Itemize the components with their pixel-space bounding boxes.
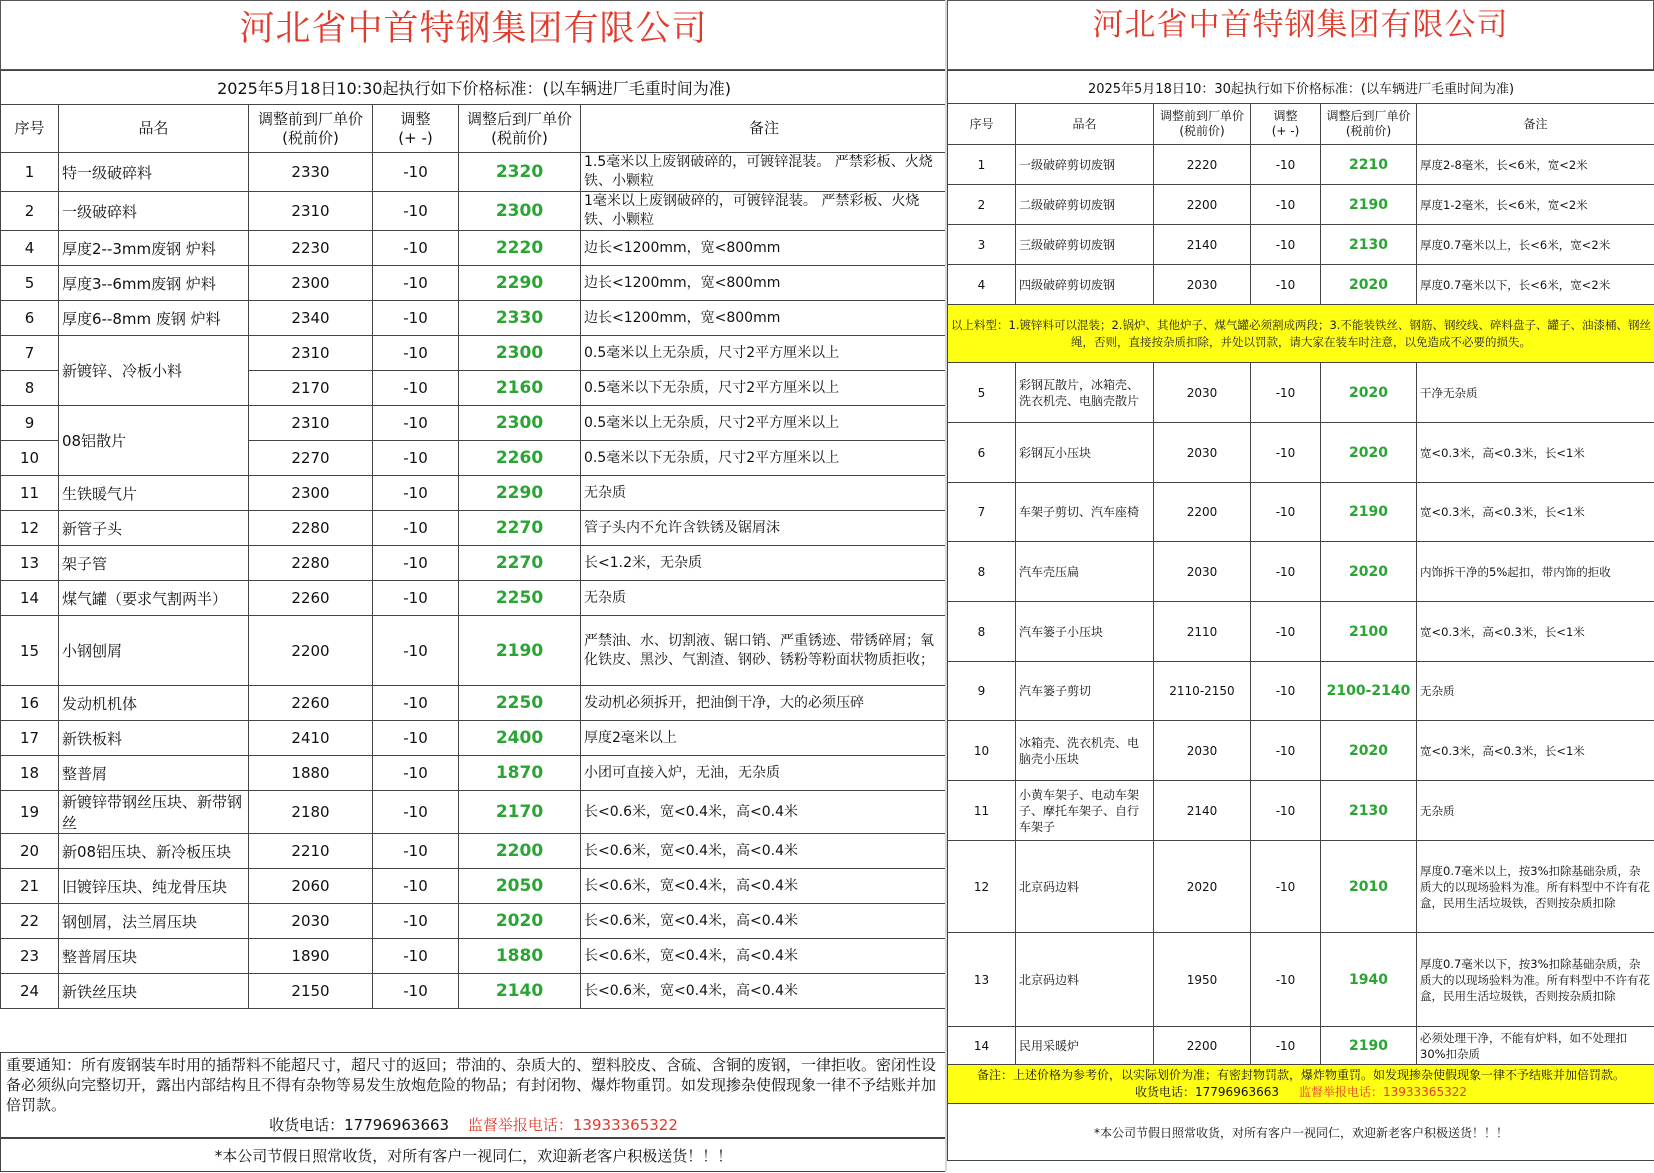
adjustment: -10 bbox=[373, 756, 459, 791]
adjustment: -10 bbox=[1251, 602, 1321, 662]
price-before: 2110 bbox=[1154, 602, 1251, 662]
price-before: 2150 bbox=[249, 974, 373, 1009]
row-number: 8 bbox=[948, 602, 1016, 662]
row-number: 11 bbox=[1, 476, 59, 511]
item-name: 旧镀锌压块、纯龙骨压块 bbox=[59, 869, 249, 904]
column-header: 序号 bbox=[1, 105, 59, 153]
disclaimer-text: 备注：上述价格为参考价，以实际划价为准；有密封物罚款，爆炸物重罚。如发现掺杂使假现象一律不予结账并加倍罚款。 bbox=[951, 1067, 1651, 1084]
remark: 厚度0.7毫米以上，按3%扣除基础杂质，杂质大的以现场验料为准。所有料型中不许有花盒，民用生活垃圾铁，否则按杂质扣除 bbox=[1417, 841, 1654, 933]
adjustment: -10 bbox=[1251, 265, 1321, 305]
table-row bbox=[1, 406, 948, 441]
company-title: 河北省中首特钢集团有限公司 bbox=[947, 0, 1654, 70]
table-row bbox=[1, 153, 948, 192]
price-before: 2180 bbox=[249, 791, 373, 834]
item-name: 二级破碎剪切废钢 bbox=[1016, 185, 1154, 225]
footer-line: *本公司节假日照常收货，对所有客户一视同仁，欢迎新老客户积极送货！！！ bbox=[948, 1104, 1654, 1161]
price-after: 2320 bbox=[459, 153, 581, 192]
item-name: 架子管 bbox=[59, 546, 249, 581]
item-name: 厚度6--8mm 废钢 炉料 bbox=[59, 301, 249, 336]
row-number: 3 bbox=[948, 225, 1016, 265]
price-before: 2200 bbox=[1154, 1027, 1251, 1065]
item-name: 新管子头 bbox=[59, 511, 249, 546]
price-before: 2030 bbox=[1154, 542, 1251, 602]
report-phone: 监督举报电话：13933365322 bbox=[1299, 1085, 1467, 1099]
price-after: 2020 bbox=[1321, 721, 1417, 781]
table-row bbox=[948, 841, 1654, 933]
remark: 无杂质 bbox=[1417, 781, 1654, 841]
table-row bbox=[1, 511, 948, 546]
row-number: 11 bbox=[948, 781, 1016, 841]
table-row bbox=[1, 192, 948, 231]
price-after: 2050 bbox=[459, 869, 581, 904]
remark: 长<0.6米，宽<0.4米，高<0.4米 bbox=[581, 939, 948, 974]
table-row bbox=[948, 602, 1654, 662]
price-before: 2200 bbox=[1154, 483, 1251, 542]
adjustment: -10 bbox=[1251, 542, 1321, 602]
remark: 厚度0.7毫米以下，长<6米，宽<2米 bbox=[1417, 265, 1654, 305]
row-number: 16 bbox=[1, 686, 59, 721]
row-number: 2 bbox=[1, 192, 59, 231]
table-row bbox=[948, 781, 1654, 841]
table-row bbox=[948, 483, 1654, 542]
price-before: 2140 bbox=[1154, 781, 1251, 841]
adjustment: -10 bbox=[373, 371, 459, 406]
adjustment: -10 bbox=[373, 192, 459, 231]
price-after: 2100 bbox=[1321, 602, 1417, 662]
item-name: 新铁板料 bbox=[59, 721, 249, 756]
price-after: 2020 bbox=[1321, 542, 1417, 602]
price-after: 2130 bbox=[1321, 225, 1417, 265]
price-before: 2030 bbox=[1154, 423, 1251, 483]
table-row bbox=[1, 266, 948, 301]
adjustment: -10 bbox=[373, 834, 459, 869]
adjustment: -10 bbox=[373, 686, 459, 721]
price-after: 2330 bbox=[459, 301, 581, 336]
price-after: 2270 bbox=[459, 511, 581, 546]
price-after: 2400 bbox=[459, 721, 581, 756]
price-before: 2340 bbox=[249, 301, 373, 336]
row-number: 10 bbox=[1, 441, 59, 476]
item-name: 新镀锌、冷板小料 bbox=[59, 336, 249, 406]
remark: 长<0.6米，宽<0.4米，高<0.4米 bbox=[581, 974, 948, 1009]
row-number: 12 bbox=[948, 841, 1016, 933]
item-name: 新镀锌带钢丝压块、新带钢丝 bbox=[59, 791, 249, 834]
price-after: 2300 bbox=[459, 336, 581, 371]
table-row bbox=[1, 721, 948, 756]
item-name: 汽车篓子剪切 bbox=[1016, 662, 1154, 721]
column-header: 备注 bbox=[1417, 104, 1654, 145]
item-name: 生铁暖气片 bbox=[59, 476, 249, 511]
row-number: 20 bbox=[1, 834, 59, 869]
adjustment: -10 bbox=[1251, 185, 1321, 225]
adjustment: -10 bbox=[373, 231, 459, 266]
table-row bbox=[1, 301, 948, 336]
price-after: 2190 bbox=[1321, 1027, 1417, 1065]
row-number: 23 bbox=[1, 939, 59, 974]
adjustment: -10 bbox=[373, 336, 459, 371]
price-before: 2310 bbox=[249, 192, 373, 231]
price-before: 2200 bbox=[249, 616, 373, 686]
receiving-phone: 收货电话：17796963663 bbox=[1135, 1085, 1279, 1099]
table-row bbox=[948, 933, 1654, 1027]
remark: 宽<0.3米，高<0.3米，长<1米 bbox=[1417, 721, 1654, 781]
row-number: 1 bbox=[948, 145, 1016, 185]
adjustment: -10 bbox=[373, 721, 459, 756]
item-name: 民用采暖炉 bbox=[1016, 1027, 1154, 1065]
remark: 宽<0.3米，高<0.3米，长<1米 bbox=[1417, 483, 1654, 542]
price-after: 2250 bbox=[459, 686, 581, 721]
adjustment: -10 bbox=[1251, 721, 1321, 781]
important-notice-text: 重要通知：所有废钢装车时用的插帮料不能超尺寸，超尺寸的返回；带油的、杂质大的、塑料胶皮、含硫、含铜的废钢，一律拒收。密闭性设备必须纵向完整切开，露出内部结构且不得有杂物等易发生放炮危险的物品；有封闭物、爆炸物重罚。如发现掺杂使假现象一律不予结账并加倍罚款。 bbox=[6, 1055, 941, 1115]
material-rules-row bbox=[948, 305, 1654, 363]
receiving-phone: 收货电话：17796963663 bbox=[269, 1116, 449, 1134]
price-before: 2230 bbox=[249, 231, 373, 266]
price-after: 1880 bbox=[459, 939, 581, 974]
price-before: 2060 bbox=[249, 869, 373, 904]
item-name: 四级破碎剪切废钢 bbox=[1016, 265, 1154, 305]
price-before: 2410 bbox=[249, 721, 373, 756]
table-row bbox=[1, 546, 948, 581]
row-number: 7 bbox=[948, 483, 1016, 542]
price-after: 2190 bbox=[459, 616, 581, 686]
price-before: 1880 bbox=[249, 756, 373, 791]
item-name: 煤气罐（要求气割两半） bbox=[59, 581, 249, 616]
right-price-sheet bbox=[947, 0, 1654, 1172]
remark: 厚度0.7毫米以上，长<6米，宽<2米 bbox=[1417, 225, 1654, 265]
adjustment: -10 bbox=[1251, 1027, 1321, 1065]
table-row bbox=[948, 225, 1654, 265]
adjustment: -10 bbox=[373, 546, 459, 581]
remark: 厚度1-2毫米，长<6米，宽<2米 bbox=[1417, 185, 1654, 225]
remark: 长<0.6米，宽<0.4米，高<0.4米 bbox=[581, 904, 948, 939]
table-row bbox=[1, 869, 948, 904]
remark: 边长<1200mm，宽<800mm bbox=[581, 266, 948, 301]
price-before: 2140 bbox=[1154, 225, 1251, 265]
remark: 0.5毫米以下无杂质，尺寸2平方厘米以上 bbox=[581, 441, 948, 476]
phone-line bbox=[6, 1115, 941, 1135]
effective-notice: 2025年5月18日10：30起执行如下价格标准：(以车辆进厂毛重时间为准) bbox=[948, 71, 1654, 104]
row-number: 7 bbox=[1, 336, 59, 371]
remark: 厚度0.7毫米以下，按3%扣除基础杂质，杂质大的以现场验料为准。所有料型中不许有花盒，民用生活垃圾铁，否则按杂质扣除 bbox=[1417, 933, 1654, 1027]
price-before: 1890 bbox=[249, 939, 373, 974]
price-after: 2220 bbox=[459, 231, 581, 266]
adjustment: -10 bbox=[373, 904, 459, 939]
row-number: 12 bbox=[1, 511, 59, 546]
footer-row bbox=[948, 1104, 1654, 1161]
right-price-table bbox=[947, 70, 1654, 1161]
table-row bbox=[948, 145, 1654, 185]
table-row bbox=[1, 686, 948, 721]
price-before: 1950 bbox=[1154, 933, 1251, 1027]
row-number: 15 bbox=[1, 616, 59, 686]
row-number: 13 bbox=[948, 933, 1016, 1027]
row-number: 10 bbox=[948, 721, 1016, 781]
table-row bbox=[1, 904, 948, 939]
remark: 长<0.6米，宽<0.4米，高<0.4米 bbox=[581, 834, 948, 869]
remark: 0.5毫米以下无杂质，尺寸2平方厘米以上 bbox=[581, 371, 948, 406]
remark: 小团可直接入炉，无油，无杂质 bbox=[581, 756, 948, 791]
price-after: 2300 bbox=[459, 406, 581, 441]
adjustment: -10 bbox=[1251, 225, 1321, 265]
remark: 管子头内不允许含铁锈及锯屑沫 bbox=[581, 511, 948, 546]
table-row bbox=[948, 265, 1654, 305]
row-number: 18 bbox=[1, 756, 59, 791]
price-before: 2310 bbox=[249, 336, 373, 371]
adjustment: -10 bbox=[1251, 841, 1321, 933]
adjustment: -10 bbox=[1251, 483, 1321, 542]
remark: 发动机必须拆开，把油倒干净，大的必须压碎 bbox=[581, 686, 948, 721]
price-before: 2300 bbox=[249, 266, 373, 301]
adjustment: -10 bbox=[373, 791, 459, 834]
adjustment: -10 bbox=[1251, 933, 1321, 1027]
disclaimer-row bbox=[948, 1065, 1654, 1104]
footer-line: *本公司节假日照常收货，对所有客户一视同仁，欢迎新老客户积极送货！！！ bbox=[0, 1138, 947, 1172]
row-number: 1 bbox=[1, 153, 59, 192]
row-number: 24 bbox=[1, 974, 59, 1009]
price-before: 2280 bbox=[249, 511, 373, 546]
table-row bbox=[948, 1027, 1654, 1065]
row-number: 13 bbox=[1, 546, 59, 581]
item-name: 小钢刨屑 bbox=[59, 616, 249, 686]
price-after: 1940 bbox=[1321, 933, 1417, 1027]
remark: 长<0.6米，宽<0.4米，高<0.4米 bbox=[581, 869, 948, 904]
item-name: 厚度2--3mm废钢 炉料 bbox=[59, 231, 249, 266]
adjustment: -10 bbox=[373, 476, 459, 511]
adjustment: -10 bbox=[373, 153, 459, 192]
phone-line bbox=[951, 1084, 1651, 1101]
price-after: 2130 bbox=[1321, 781, 1417, 841]
adjustment: -10 bbox=[1251, 145, 1321, 185]
row-number: 21 bbox=[1, 869, 59, 904]
table-row bbox=[948, 423, 1654, 483]
remark: 边长<1200mm，宽<800mm bbox=[581, 301, 948, 336]
price-before: 2300 bbox=[249, 476, 373, 511]
remark: 内饰拆干净的5%起扣，带内饰的拒收 bbox=[1417, 542, 1654, 602]
item-name: 新铁丝压块 bbox=[59, 974, 249, 1009]
price-after: 2170 bbox=[459, 791, 581, 834]
price-after: 2200 bbox=[459, 834, 581, 869]
row-number: 4 bbox=[1, 231, 59, 266]
item-name: 一级破碎剪切废钢 bbox=[1016, 145, 1154, 185]
remark: 干净无杂质 bbox=[1417, 363, 1654, 423]
item-name: 车架子剪切、汽车座椅 bbox=[1016, 483, 1154, 542]
item-name: 彩钢瓦小压块 bbox=[1016, 423, 1154, 483]
remark: 必须处理干净，不能有炉料，如不处理扣30%扣杂质 bbox=[1417, 1027, 1654, 1065]
row-number: 8 bbox=[948, 542, 1016, 602]
price-after: 2270 bbox=[459, 546, 581, 581]
price-after: 2260 bbox=[459, 441, 581, 476]
price-after: 2020 bbox=[1321, 265, 1417, 305]
row-number: 14 bbox=[1, 581, 59, 616]
item-name: 北京码边料 bbox=[1016, 841, 1154, 933]
price-after: 2100-2140 bbox=[1321, 662, 1417, 721]
adjustment: -10 bbox=[373, 869, 459, 904]
remark: 无杂质 bbox=[581, 476, 948, 511]
adjustment: -10 bbox=[373, 441, 459, 476]
price-before: 2170 bbox=[249, 371, 373, 406]
remark: 0.5毫米以上无杂质，尺寸2平方厘米以上 bbox=[581, 336, 948, 371]
table-row bbox=[1, 581, 948, 616]
item-name: 整普屑压块 bbox=[59, 939, 249, 974]
remark: 宽<0.3米，高<0.3米，长<1米 bbox=[1417, 602, 1654, 662]
price-before: 2030 bbox=[1154, 363, 1251, 423]
table-row bbox=[1, 231, 948, 266]
price-after: 2020 bbox=[459, 904, 581, 939]
item-name: 钢刨屑，法兰屑压块 bbox=[59, 904, 249, 939]
item-name: 彩钢瓦散片，冰箱壳、洗衣机壳、电脑壳散片 bbox=[1016, 363, 1154, 423]
price-after: 1870 bbox=[459, 756, 581, 791]
row-number: 8 bbox=[1, 371, 59, 406]
row-number: 9 bbox=[948, 662, 1016, 721]
price-before: 2280 bbox=[249, 546, 373, 581]
remark: 无杂质 bbox=[581, 581, 948, 616]
column-header: 调整 (+ -) bbox=[1251, 104, 1321, 145]
column-header: 调整前到厂单价 (税前价) bbox=[249, 105, 373, 153]
disclaimer-cell bbox=[948, 1065, 1654, 1104]
column-header: 调整前到厂单价 (税前价) bbox=[1154, 104, 1251, 145]
price-after: 2020 bbox=[1321, 363, 1417, 423]
important-notice-block bbox=[0, 1052, 947, 1138]
column-header: 调整后到厂单价 (税前价) bbox=[1321, 104, 1417, 145]
item-name: 一级破碎料 bbox=[59, 192, 249, 231]
row-number: 2 bbox=[948, 185, 1016, 225]
price-before: 2260 bbox=[249, 581, 373, 616]
column-header: 品名 bbox=[59, 105, 249, 153]
price-before: 2310 bbox=[249, 406, 373, 441]
column-header: 调整 (+ -) bbox=[373, 105, 459, 153]
table-row bbox=[948, 721, 1654, 781]
material-rules-note: 以上料型：1.镀锌料可以混装；2.锅炉、其他炉子、煤气罐必须割成两段；3.不能装铁丝、钢筋、钢绞线、碎料盘子、罐子、油漆桶、钢丝绳，否则，直接按杂质扣除，并处以罚款，请大家在装车时注意，以免造成不必要的损失。 bbox=[948, 305, 1654, 363]
price-before: 2330 bbox=[249, 153, 373, 192]
adjustment: -10 bbox=[373, 511, 459, 546]
table-row bbox=[1, 336, 948, 371]
price-after: 2140 bbox=[459, 974, 581, 1009]
price-after: 2190 bbox=[1321, 185, 1417, 225]
remark: 宽<0.3米，高<0.3米，长<1米 bbox=[1417, 423, 1654, 483]
price-before: 2210 bbox=[249, 834, 373, 869]
adjustment: -10 bbox=[1251, 363, 1321, 423]
item-name: 厚度3--6mm废钢 炉料 bbox=[59, 266, 249, 301]
price-before: 2270 bbox=[249, 441, 373, 476]
price-after: 2190 bbox=[1321, 483, 1417, 542]
column-header: 调整后到厂单价 (税前价) bbox=[459, 105, 581, 153]
row-number: 19 bbox=[1, 791, 59, 834]
remark: 厚度2毫米以上 bbox=[581, 721, 948, 756]
adjustment: -10 bbox=[1251, 781, 1321, 841]
remark: 1毫米以上废钢破碎的，可镀锌混装。 严禁彩板、火烧铁、小颗粒 bbox=[581, 192, 948, 231]
table-row bbox=[1, 476, 948, 511]
row-number: 5 bbox=[1, 266, 59, 301]
adjustment: -10 bbox=[373, 616, 459, 686]
table-row bbox=[1, 939, 948, 974]
remark: 边长<1200mm，宽<800mm bbox=[581, 231, 948, 266]
price-before: 2200 bbox=[1154, 185, 1251, 225]
table-row bbox=[948, 542, 1654, 602]
price-after: 2210 bbox=[1321, 145, 1417, 185]
remark: 无杂质 bbox=[1417, 662, 1654, 721]
table-row bbox=[948, 662, 1654, 721]
table-row bbox=[1, 974, 948, 1009]
table-row bbox=[948, 185, 1654, 225]
price-before: 2030 bbox=[1154, 721, 1251, 781]
column-header: 品名 bbox=[1016, 104, 1154, 145]
adjustment: -10 bbox=[1251, 662, 1321, 721]
row-number: 4 bbox=[948, 265, 1016, 305]
price-before: 2260 bbox=[249, 686, 373, 721]
item-name: 北京码边料 bbox=[1016, 933, 1154, 1027]
adjustment: -10 bbox=[1251, 423, 1321, 483]
adjustment: -10 bbox=[373, 301, 459, 336]
price-after: 2290 bbox=[459, 266, 581, 301]
price-after: 2250 bbox=[459, 581, 581, 616]
price-before: 2110-2150 bbox=[1154, 662, 1251, 721]
column-header: 序号 bbox=[948, 104, 1016, 145]
item-name: 整普屑 bbox=[59, 756, 249, 791]
item-name: 三级破碎剪切废钢 bbox=[1016, 225, 1154, 265]
row-number: 5 bbox=[948, 363, 1016, 423]
table-row bbox=[1, 756, 948, 791]
remark: 0.5毫米以上无杂质，尺寸2平方厘米以上 bbox=[581, 406, 948, 441]
adjustment: -10 bbox=[373, 406, 459, 441]
item-name: 冰箱壳、洗衣机壳、电脑壳小压块 bbox=[1016, 721, 1154, 781]
item-name: 汽车壳压扁 bbox=[1016, 542, 1154, 602]
price-before: 2020 bbox=[1154, 841, 1251, 933]
remark: 严禁油、水、切割液、锯口销、严重锈迹、带锈碎屑；氧化铁皮、黑沙、气割渣、钢砂、锈粉等粉面状物质拒收； bbox=[581, 616, 948, 686]
adjustment: -10 bbox=[373, 581, 459, 616]
remark: 长<0.6米，宽<0.4米，高<0.4米 bbox=[581, 791, 948, 834]
item-name: 特一级破碎料 bbox=[59, 153, 249, 192]
price-after: 2010 bbox=[1321, 841, 1417, 933]
effective-notice: 2025年5月18日10:30起执行如下价格标准：(以车辆进厂毛重时间为准) bbox=[1, 71, 948, 105]
row-number: 22 bbox=[1, 904, 59, 939]
item-name: 小黄车架子、电动车架子、摩托车架子、自行车架子 bbox=[1016, 781, 1154, 841]
row-number: 6 bbox=[948, 423, 1016, 483]
item-name: 发动机机体 bbox=[59, 686, 249, 721]
remark: 长<1.2米，无杂质 bbox=[581, 546, 948, 581]
table-row bbox=[1, 791, 948, 834]
column-header: 备注 bbox=[581, 105, 948, 153]
adjustment: -10 bbox=[373, 266, 459, 301]
table-row bbox=[1, 616, 948, 686]
row-number: 14 bbox=[948, 1027, 1016, 1065]
remark: 1.5毫米以上废钢破碎的，可镀锌混装。 严禁彩板、火烧铁、小颗粒 bbox=[581, 153, 948, 192]
adjustment: -10 bbox=[373, 939, 459, 974]
price-after: 2290 bbox=[459, 476, 581, 511]
row-number: 6 bbox=[1, 301, 59, 336]
company-title: 河北省中首特钢集团有限公司 bbox=[0, 0, 947, 70]
item-name: 08铝散片 bbox=[59, 406, 249, 476]
left-price-table bbox=[0, 70, 948, 1009]
price-before: 2220 bbox=[1154, 145, 1251, 185]
table-row bbox=[948, 363, 1654, 423]
report-phone: 监督举报电话：13933365322 bbox=[468, 1116, 678, 1134]
price-after: 2160 bbox=[459, 371, 581, 406]
price-before: 2030 bbox=[1154, 265, 1251, 305]
item-name: 汽车篓子小压块 bbox=[1016, 602, 1154, 662]
remark: 厚度2-8毫米，长<6米，宽<2米 bbox=[1417, 145, 1654, 185]
row-number: 17 bbox=[1, 721, 59, 756]
adjustment: -10 bbox=[373, 974, 459, 1009]
table-row bbox=[1, 834, 948, 869]
item-name: 新08铝压块、新冷板压块 bbox=[59, 834, 249, 869]
price-after: 2300 bbox=[459, 192, 581, 231]
row-number: 9 bbox=[1, 406, 59, 441]
price-after: 2020 bbox=[1321, 423, 1417, 483]
price-before: 2030 bbox=[249, 904, 373, 939]
